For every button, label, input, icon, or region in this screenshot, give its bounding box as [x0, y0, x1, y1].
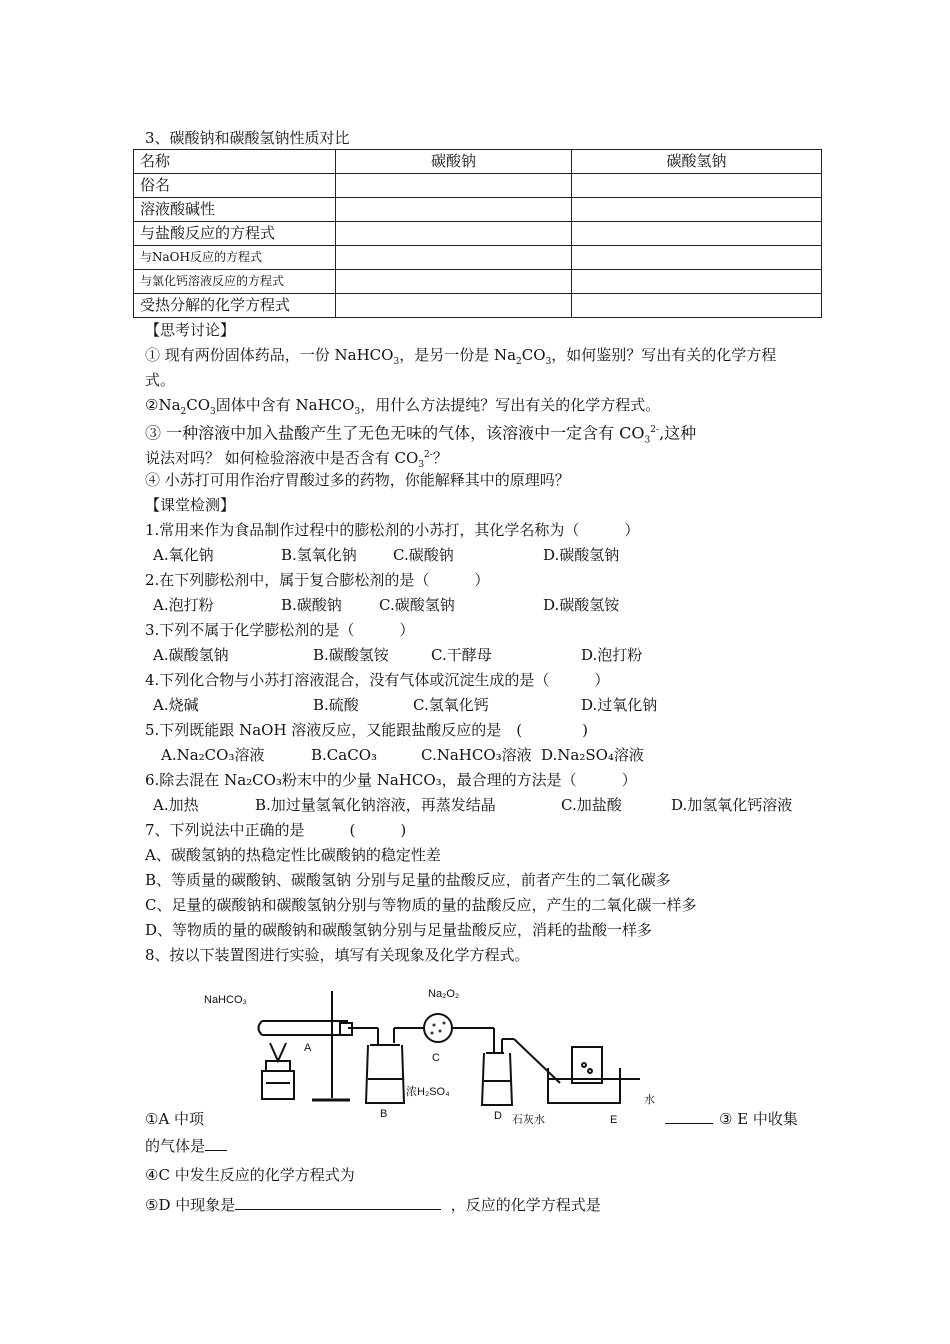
table-row	[134, 222, 822, 246]
option[interactable]: C.碳酸氢钠	[379, 596, 455, 614]
option[interactable]: A.烧碱	[153, 696, 199, 714]
option[interactable]: A.氧化钠	[153, 546, 214, 564]
row-label: 俗名	[134, 174, 336, 198]
option[interactable]: B.硫酸	[313, 696, 359, 714]
option[interactable]: D.碳酸氢铵	[543, 596, 620, 614]
question-7-option-c[interactable]: C、足量的碳酸钠和碳酸氢钠分别与等物质的量的盐酸反应，产生的二氧化碳一样多	[145, 896, 697, 914]
label-b: B	[380, 1108, 388, 1120]
table-header-row	[134, 150, 822, 174]
table-cell[interactable]	[572, 174, 822, 198]
fill-blank-5[interactable]	[235, 1193, 441, 1210]
option[interactable]: C.氢氧化钙	[413, 696, 489, 714]
discussion-q4: ④ 小苏打可用作治疗胃酸过多的药物，你能解释其中的原理吗？	[145, 471, 570, 489]
option[interactable]: A.碳酸氢钠	[153, 646, 229, 664]
question-3-options	[145, 643, 835, 668]
label-water: 水	[644, 1094, 655, 1106]
question-7-option-b[interactable]: B、等质量的碳酸钠、碳酸氢钠 分别与足量的盐酸反应，前者产生的二氧化碳多	[145, 871, 671, 889]
worksheet	[140, 127, 835, 968]
question-7: 7、下列说法中正确的是 ( )	[145, 821, 407, 839]
label-c: C	[432, 1052, 440, 1064]
table-title: 3、碳酸钠和碳酸氢钠性质对比	[145, 129, 350, 147]
label-d: D	[494, 1110, 502, 1122]
option[interactable]: B.氢氧化钠	[281, 546, 357, 564]
header-nahco3: 碳酸氢钠	[572, 150, 822, 174]
option[interactable]: D.Na₂SO₄溶液	[541, 746, 644, 764]
question-6-options	[145, 793, 835, 818]
flame	[270, 1043, 286, 1061]
question-1-options	[145, 543, 835, 568]
fill-line-1: ①A 中项 ③ E 中收集	[145, 1107, 835, 1132]
option[interactable]: B.碳酸氢铵	[313, 646, 389, 664]
table-cell[interactable]	[572, 294, 822, 318]
question-5-options	[145, 743, 835, 768]
option[interactable]: A.加热	[153, 796, 199, 814]
table-cell[interactable]	[572, 198, 822, 222]
option[interactable]: D.碳酸氢钠	[543, 546, 620, 564]
label-limewater: 石灰水	[512, 1114, 545, 1126]
question-3: 3.下列不属于化学膨松剂的是（ ）	[145, 621, 415, 639]
label-nahco3: NaHCO₃	[204, 994, 247, 1006]
option[interactable]: B.加过量氢氧化钠溶液，再蒸发结晶	[255, 796, 496, 814]
table-cell[interactable]	[336, 294, 572, 318]
table-row	[134, 174, 822, 198]
table-row	[134, 270, 822, 294]
option[interactable]: C.干酵母	[431, 646, 492, 664]
label-na2o2: Na₂O₂	[428, 988, 460, 1000]
fill-blank-2[interactable]	[665, 1107, 713, 1132]
discussion-q3: ③ 一种溶液中加入盐酸产生了无色无味的气体，该溶液中一定含有 $CO_3^{2-}$,这种	[145, 423, 697, 446]
option[interactable]: B.CaCO₃	[311, 746, 377, 764]
comparison-table	[133, 149, 822, 318]
table-row	[134, 198, 822, 222]
row-label: 与氯化钙溶液反应的方程式	[134, 270, 336, 294]
trough	[548, 1068, 620, 1103]
table-cell[interactable]	[572, 246, 822, 270]
sphere-c	[424, 1014, 452, 1042]
option[interactable]: D.泡打粉	[581, 646, 643, 664]
row-label: 与盐酸反应的方程式	[134, 222, 336, 246]
option[interactable]: C.加盐酸	[561, 796, 622, 814]
table-cell[interactable]	[572, 222, 822, 246]
discussion-title: 【思考讨论】	[145, 321, 236, 339]
header-na2co3: 碳酸钠	[336, 150, 572, 174]
option[interactable]: C.NaHCO₃溶液	[421, 746, 532, 764]
question-2: 2.在下列膨松剂中，属于复合膨松剂的是（ ）	[145, 571, 490, 589]
bottle-d	[482, 1053, 512, 1105]
question-4: 4.下列化合物与小苏打溶液混合，没有气体或沉淀生成的是（ ）	[145, 671, 610, 689]
test-title: 【课堂检测】	[145, 496, 236, 514]
table-row	[134, 246, 822, 270]
label-a: A	[304, 1042, 312, 1054]
fill-line-3: ④C 中发生反应的化学方程式为	[145, 1166, 355, 1184]
table-cell[interactable]	[336, 174, 572, 198]
option[interactable]: D.加氢氧化钙溶液	[671, 796, 793, 814]
row-label: 溶液酸碱性	[134, 198, 336, 222]
table-cell[interactable]	[336, 198, 572, 222]
fill-blank-3[interactable]	[205, 1134, 227, 1151]
question-4-options	[145, 693, 835, 718]
option[interactable]: B.碳酸钠	[281, 596, 342, 614]
question-2-options	[145, 593, 835, 618]
option[interactable]: D.过氧化钠	[581, 696, 658, 714]
discussion-q1-cont: 式。	[145, 371, 176, 389]
row-label: 与NaOH反应的方程式	[134, 246, 336, 270]
discussion-q2: $②Na_2CO_3$固体中含有 NaHCO$_3$，用什么方法提纯？写出有关的化学方程式。	[145, 396, 661, 417]
test-tube	[259, 1021, 349, 1035]
question-7-option-d[interactable]: D、等物质的量的碳酸钠和碳酸氢钠分别与足量盐酸反应，消耗的盐酸一样多	[145, 921, 653, 939]
option[interactable]: A.Na₂CO₃溶液	[161, 746, 265, 764]
fill-line-4: ⑤D 中现象是 ，反应的化学方程式是	[145, 1193, 835, 1218]
table-cell[interactable]	[572, 270, 822, 294]
question-7-option-a[interactable]: A、碳酸氢钠的热稳定性比碳酸钠的稳定性差	[145, 846, 441, 864]
bottle-b	[366, 1028, 404, 1103]
option[interactable]: A.泡打粉	[153, 596, 214, 614]
table-cell[interactable]	[336, 246, 572, 270]
table-cell[interactable]	[336, 222, 572, 246]
question-8: 8、按以下装置图进行实验，填写有关现象及化学方程式。	[145, 946, 530, 964]
table-cell[interactable]	[336, 270, 572, 294]
question-1: 1.常用来作为食品制作过程中的膨松剂的小苏打，其化学名称为（ ）	[145, 521, 640, 539]
option[interactable]: C.碳酸钠	[393, 546, 454, 564]
question-5: 5.下列既能跟 NaOH 溶液反应，又能跟盐酸反应的是 ( )	[145, 721, 589, 739]
discussion-q3-cont: 说法对吗？ 如何检验溶液中是否含有 $CO_3^{2-}$？	[145, 449, 448, 470]
label-h2so4: 浓H₂SO₄	[406, 1086, 450, 1098]
table-row	[134, 294, 822, 318]
row-label: 受热分解的化学方程式	[134, 294, 336, 318]
burner-body	[262, 1071, 294, 1099]
label-e: E	[610, 1114, 618, 1126]
fill-line-2: 的气体是	[145, 1134, 835, 1159]
discussion-q1: ① 现有两份固体药品，一份 NaHCO$_3$，是另一份是 $Na_2CO_3$，如何鉴别？写出有关的化学方程	[145, 346, 777, 367]
question-6: 6.除去混在 Na₂CO₃粉末中的少量 NaHCO₃，最合理的方法是（ ）	[145, 771, 637, 789]
header-name: 名称	[134, 150, 336, 174]
